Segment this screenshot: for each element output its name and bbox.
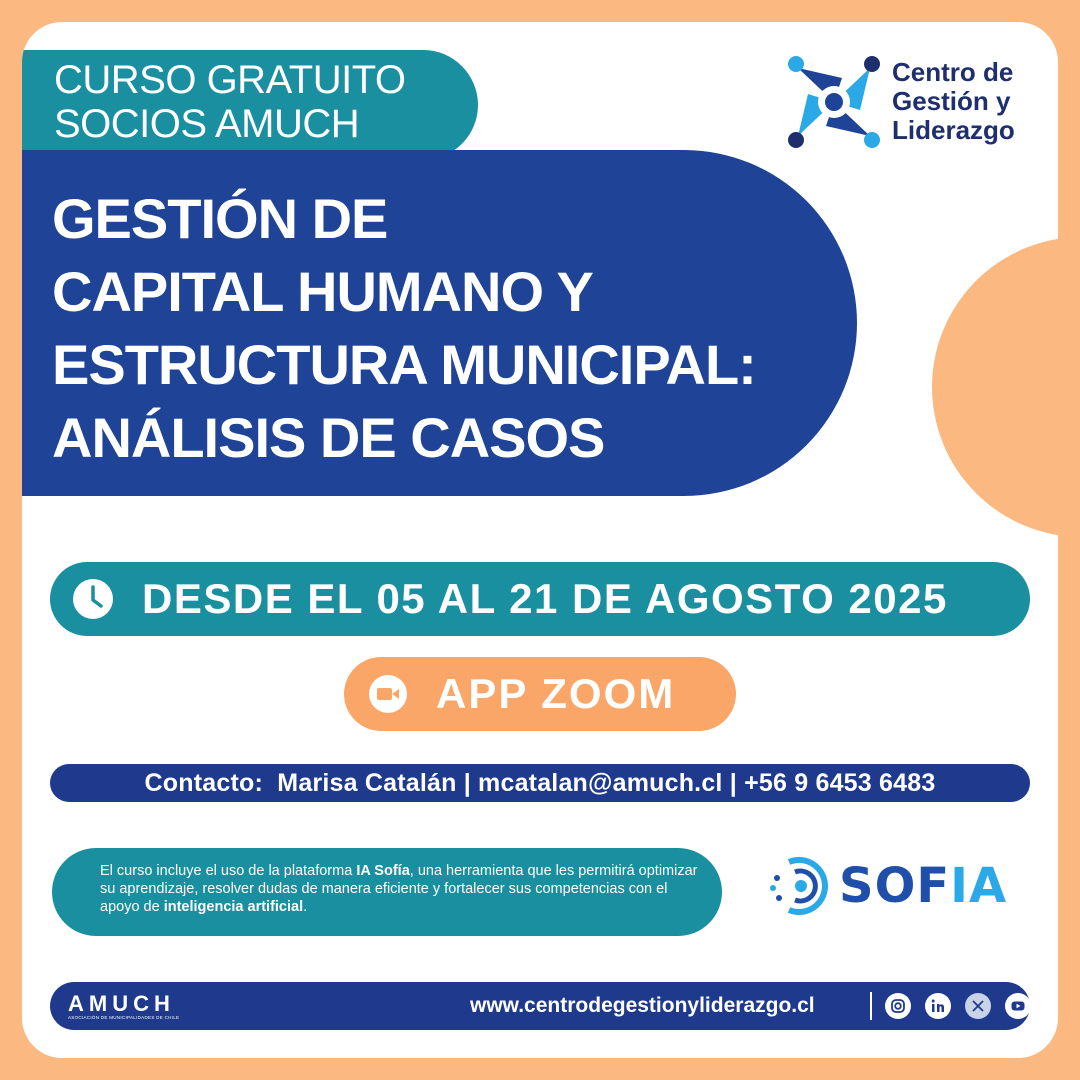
title-line-4: ANÁLISIS DE CASOS [52,406,605,469]
info-bold-2: inteligencia artificial [163,899,304,915]
logo-line-3: Liderazgo [892,115,1015,145]
logo-line-2: Gestión y [892,86,1011,116]
amuch-logo: AMUCH [68,991,175,1016]
date-banner [50,562,1030,636]
clock-icon [72,578,114,620]
zoom-banner [344,657,736,731]
info-box [52,848,722,936]
sofia-text-b: IA [950,858,1008,914]
amuch-logo-subtitle: ASOCIACIÓN DE MUNICIPALIDADES DE CHILE [68,1015,180,1020]
logo-line-1: Centro de [892,57,1014,87]
centro-logo [782,50,1042,154]
centro-logo-icon [782,50,886,154]
sofia-text-a: SOF [839,858,951,914]
title-line-2: CAPITAL HUMANO Y [52,260,593,323]
poster-card [22,22,1058,1058]
sofia-wordmark [839,858,1007,914]
footer-bar [50,982,1030,1030]
instagram-icon[interactable] [885,993,911,1019]
course-tag-line-1: CURSO GRATUITO [54,58,406,102]
centro-logo-text [892,58,1015,145]
youtube-icon[interactable] [1005,993,1031,1019]
linkedin-icon[interactable] [925,993,951,1019]
sofia-brain-icon [767,854,831,918]
date-text: DESDE EL 05 AL 21 DE AGOSTO 2025 [142,575,948,622]
page-title [52,182,756,474]
website-link[interactable]: www.centrodegestionyliderazgo.cl [470,994,815,1017]
decorative-circle [932,237,1058,537]
x-icon[interactable] [965,993,991,1019]
info-text-1: El curso incluye el uso de la plataforma [100,863,357,879]
sofia-logo [767,854,1037,924]
footer-divider [870,992,872,1020]
title-line-3: ESTRUCTURA MUNICIPAL: [52,333,756,396]
course-tag-line-2: SOCIOS AMUCH [54,102,360,146]
zoom-text: APP ZOOM [436,670,676,717]
video-camera-icon [368,674,408,714]
info-text-2: , una herramienta que les permitirá optimizar su aprendizaje, resolver dudas de manera eficiente y fortalecer sus competencias con el apoyo de [100,863,698,915]
contact-bar: Contacto: Marisa Catalán | mcatalan@amuch.cl | +56 9 6453 6483 [50,764,1030,802]
info-bold-1: IA Sofía [356,863,410,879]
info-text-3: . [303,899,308,915]
course-tag-text [54,58,406,146]
title-line-1: GESTIÓN DE [52,187,388,250]
